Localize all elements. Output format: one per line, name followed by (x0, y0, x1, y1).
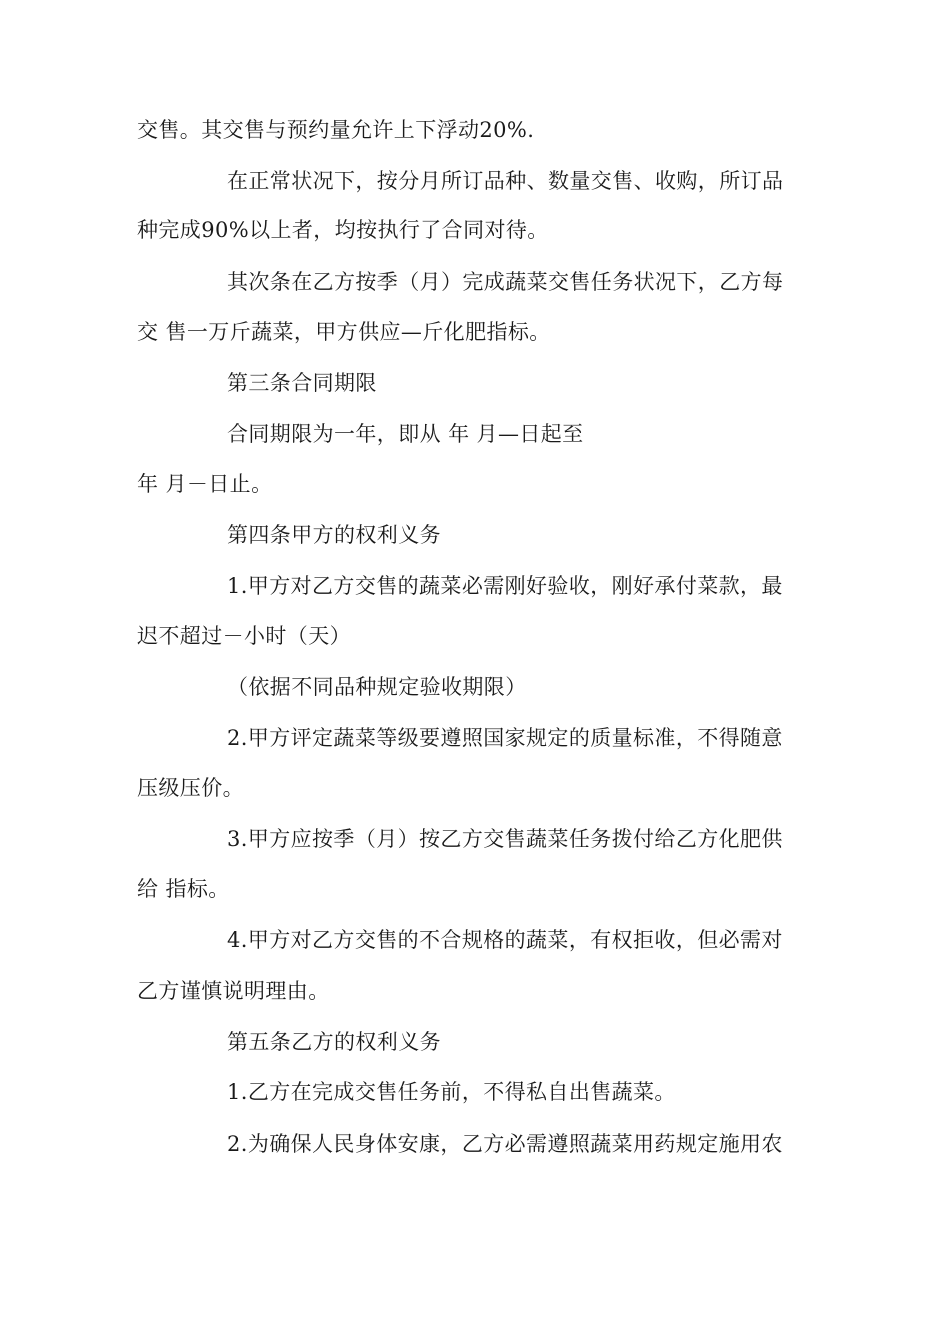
section-heading: 第四条甲方的权利义务 (227, 523, 441, 547)
text-line: 2.甲方评定蔬菜等级要遵照国家规定的质量标准，不得随意 (227, 726, 783, 750)
section-heading: 第三条合同期限 (227, 371, 377, 395)
text-line: 4.甲方对乙方交售的不合规格的蔬菜，有权拒收，但必需对 (227, 928, 783, 952)
text-line: 1.乙方在完成交售任务前，不得私自出售蔬菜。 (227, 1080, 676, 1104)
text-line: 在正常状况下，按分月所订品种、数量交售、收购，所订品 (227, 169, 784, 193)
text-line: 其次条在乙方按季（月）完成蔬菜交售任务状况下，乙方每 (227, 270, 784, 294)
text-line: 给 指标。 (137, 877, 230, 901)
section-heading: 第五条乙方的权利义务 (227, 1030, 441, 1054)
text-line: 乙方谨慎说明理由。 (137, 979, 330, 1003)
text-line: 交 售一万斤蔬菜，甲方供应—斤化肥指标。 (137, 320, 551, 344)
text-line: 3.甲方应按季（月）按乙方交售蔬菜任务拨付给乙方化肥供 (227, 827, 783, 851)
text-line: 年 月－日止。 (137, 472, 273, 496)
text-line: 迟不超过－小时（天） (137, 624, 351, 648)
text-line: 2.为确保人民身体安康，乙方必需遵照蔬菜用药规定施用农 (227, 1132, 783, 1156)
text-line: 种完成90%以上者，均按执行了合同对待。 (137, 218, 549, 242)
text-line: 1.甲方对乙方交售的蔬菜必需刚好验收，刚好承付菜款，最 (227, 574, 783, 598)
text-line: 压级压价。 (137, 776, 244, 800)
text-line: （依据不同品种规定验收期限） (227, 675, 527, 699)
text-line: 交售。其交售与预约量允许上下浮动20%. (137, 118, 535, 142)
text-line: 合同期限为一年，即从 年 月—日起至 (227, 422, 584, 446)
